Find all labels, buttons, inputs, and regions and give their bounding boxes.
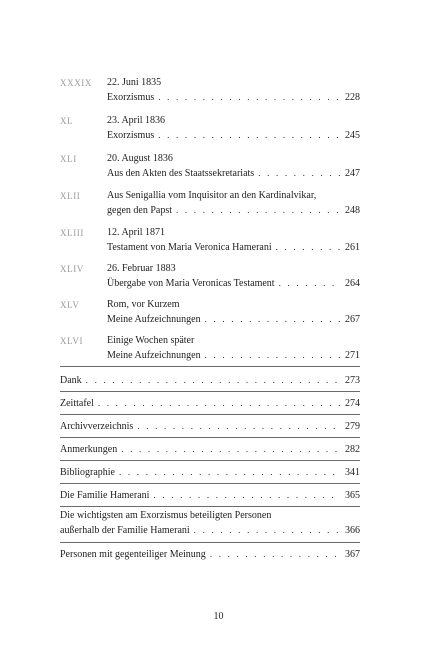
entry-title: gegen den Papst: [107, 205, 172, 216]
toc-entry-line[interactable]: [107, 276, 360, 290]
chapter-date: 20. August 1836: [107, 153, 173, 164]
toc-entry-line[interactable]: [107, 166, 360, 180]
page-number: 279: [345, 421, 360, 432]
dot-leader: [98, 396, 341, 410]
dot-leader: [158, 128, 341, 142]
chapter-date: 22. Juni 1835: [107, 77, 162, 88]
dot-leader: [210, 547, 341, 561]
dot-leader: [276, 240, 341, 254]
entry-title: Aus den Akten des Staatssekretariats: [107, 168, 255, 179]
toc-entry-line[interactable]: [107, 240, 360, 254]
page-number: 248: [345, 205, 360, 216]
entry-title: Meine Aufzeichnungen: [107, 314, 201, 325]
page-number: 282: [345, 444, 360, 455]
toc-entry-line[interactable]: [107, 90, 360, 104]
dot-leader: [121, 442, 341, 456]
chapter-date: 26. Februar 1883: [107, 263, 176, 274]
page-number: 261: [345, 242, 360, 253]
toc-entry-line[interactable]: [107, 312, 360, 326]
chapter-number: XLII: [60, 191, 81, 201]
dot-leader: [158, 90, 341, 104]
page-number: 271: [345, 350, 360, 361]
toc-entry-line[interactable]: [107, 203, 360, 217]
chapter-date: Einige Wochen später: [107, 335, 195, 346]
page-number: 228: [345, 92, 360, 103]
dot-leader: [279, 276, 341, 290]
toc-section-anmerkungen[interactable]: [60, 442, 360, 456]
page-number: 366: [345, 525, 360, 536]
dot-leader: [194, 523, 341, 537]
chapter-number: XLVI: [60, 336, 84, 346]
entry-title: außerhalb der Familie Hamerani: [60, 525, 190, 536]
entry-title-line1: Die wichtigsten am Exorzismus beteiligten Personen: [60, 510, 272, 521]
section-divider: [60, 366, 360, 367]
chapter-number: XLI: [60, 154, 77, 164]
toc-section-dank[interactable]: [60, 373, 360, 387]
entry-title: Archivverzeichnis: [60, 421, 134, 432]
section-divider: [60, 437, 360, 438]
entry-title: Bibliographie: [60, 467, 115, 478]
dot-leader: [153, 488, 341, 502]
entry-title: Die Familie Hamerani: [60, 490, 150, 501]
chapter-date: 12. April 1871: [107, 227, 166, 238]
toc-section-familie-hamerani[interactable]: [60, 488, 360, 502]
section-divider: [60, 391, 360, 392]
toc-entry-line[interactable]: [107, 348, 360, 362]
page-number: 274: [345, 398, 360, 409]
toc-section-gegenteilige-meinung[interactable]: [60, 547, 360, 561]
chapter-number: XLIII: [60, 228, 84, 238]
chapter-number: XLV: [60, 300, 80, 310]
chapter-date: 23. April 1836: [107, 115, 166, 126]
entry-title: Übergabe von Maria Veronicas Testament: [107, 278, 275, 289]
toc-section-zeittafel[interactable]: [60, 396, 360, 410]
dot-leader: [86, 373, 341, 387]
dot-leader: [176, 203, 341, 217]
page-number: 247: [345, 168, 360, 179]
dot-leader: [119, 465, 341, 479]
chapter-subtitle: Aus Senigallia vom Inquisitor an den Kardinalvikar,: [107, 190, 317, 201]
entry-title: Personen mit gegenteiliger Meinung: [60, 549, 206, 560]
section-divider: [60, 483, 360, 484]
page-number: 267: [345, 314, 360, 325]
page-folio: 10: [213, 611, 224, 622]
section-divider: [60, 542, 360, 543]
toc-entry-line[interactable]: [107, 128, 360, 142]
dot-leader: [137, 419, 341, 433]
dot-leader: [205, 348, 341, 362]
chapter-number: XL: [60, 116, 74, 126]
page-number: 264: [345, 278, 360, 289]
dot-leader: [258, 166, 341, 180]
entry-title: Zeittafel: [60, 398, 94, 409]
chapter-date: Rom, vor Kurzem: [107, 299, 180, 310]
toc-section-archivverzeichnis[interactable]: [60, 419, 360, 433]
section-divider: [60, 460, 360, 461]
page-number: 341: [345, 467, 360, 478]
page-number: 365: [345, 490, 360, 501]
chapter-number: XLIV: [60, 264, 84, 274]
page-number: 245: [345, 130, 360, 141]
entry-title: Anmerkungen: [60, 444, 118, 455]
page-number: 273: [345, 375, 360, 386]
entry-title: Dank: [60, 375, 82, 386]
chapter-number: XXXIX: [60, 78, 92, 88]
toc-section-beteiligte-personen[interactable]: [60, 509, 360, 537]
dot-leader: [205, 312, 341, 326]
toc-section-bibliographie[interactable]: [60, 465, 360, 479]
entry-title: Meine Aufzeichnungen: [107, 350, 201, 361]
page-number: 367: [345, 549, 360, 560]
section-divider: [60, 414, 360, 415]
entry-title: Testament von Maria Veronica Hamerani: [107, 242, 272, 253]
section-divider: [60, 506, 360, 507]
entry-title: Exorzismus: [107, 130, 155, 141]
entry-title: Exorzismus: [107, 92, 155, 103]
